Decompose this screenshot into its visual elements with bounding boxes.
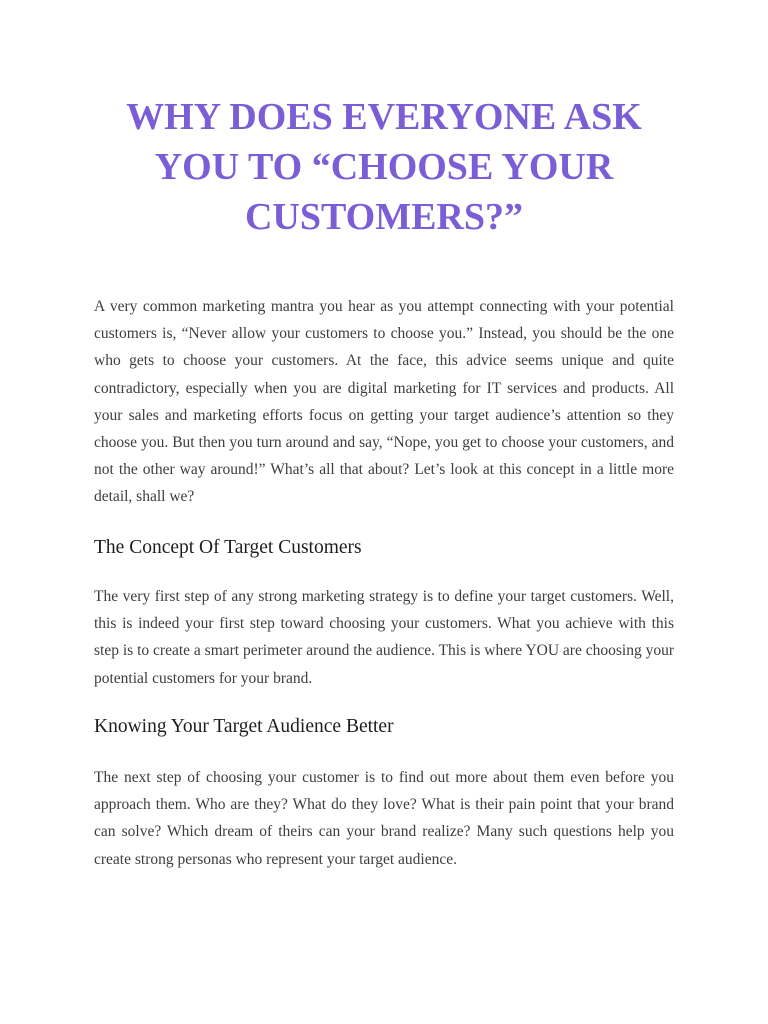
document-title	[94, 92, 674, 242]
section-heading-target-audience: Knowing Your Target Audience Better	[94, 716, 394, 737]
intro-paragraph: A very common marketing mantra you hear as you attempt connecting with your potential customers is, “Never allow your customers to choose you.” Instead, you should be the one who gets to choose your customers. At the face, this advice seems unique and quite contradictory, especially when you are digital marketing for IT services and products. All your sales and marketing efforts focus on getting your target audience’s attention so they choose you. But then you turn around and say, “Nope, you get to choose your customers, and not the other way around!” What’s all that about? Let’s look at this concept in a little more detail, shall we?	[94, 298, 674, 506]
title-line: YOU TO “CHOOSE YOUR	[154, 146, 614, 188]
section-paragraph-target-audience: The next step of choosing your customer is to find out more about them even before you approach them. Who are they? What do they love? What is their pain point that your brand can solve? Which dream of theirs can your brand realize? Many such questions help you create strong personas who represent your target audience.	[94, 769, 674, 868]
section-heading-target-customers: The Concept Of Target Customers	[94, 537, 362, 558]
section-paragraph-target-customers: The very first step of any strong marketing strategy is to define your target customers. Well, this is indeed your first step toward choosing your customers. What you achieve with this step is to create a smart perimeter around the audience. This is where YOU are choosing your potential customers for your brand.	[94, 588, 674, 687]
title-line: WHY DOES EVERYONE ASK	[126, 96, 642, 138]
title-line: CUSTOMERS?”	[244, 196, 524, 238]
